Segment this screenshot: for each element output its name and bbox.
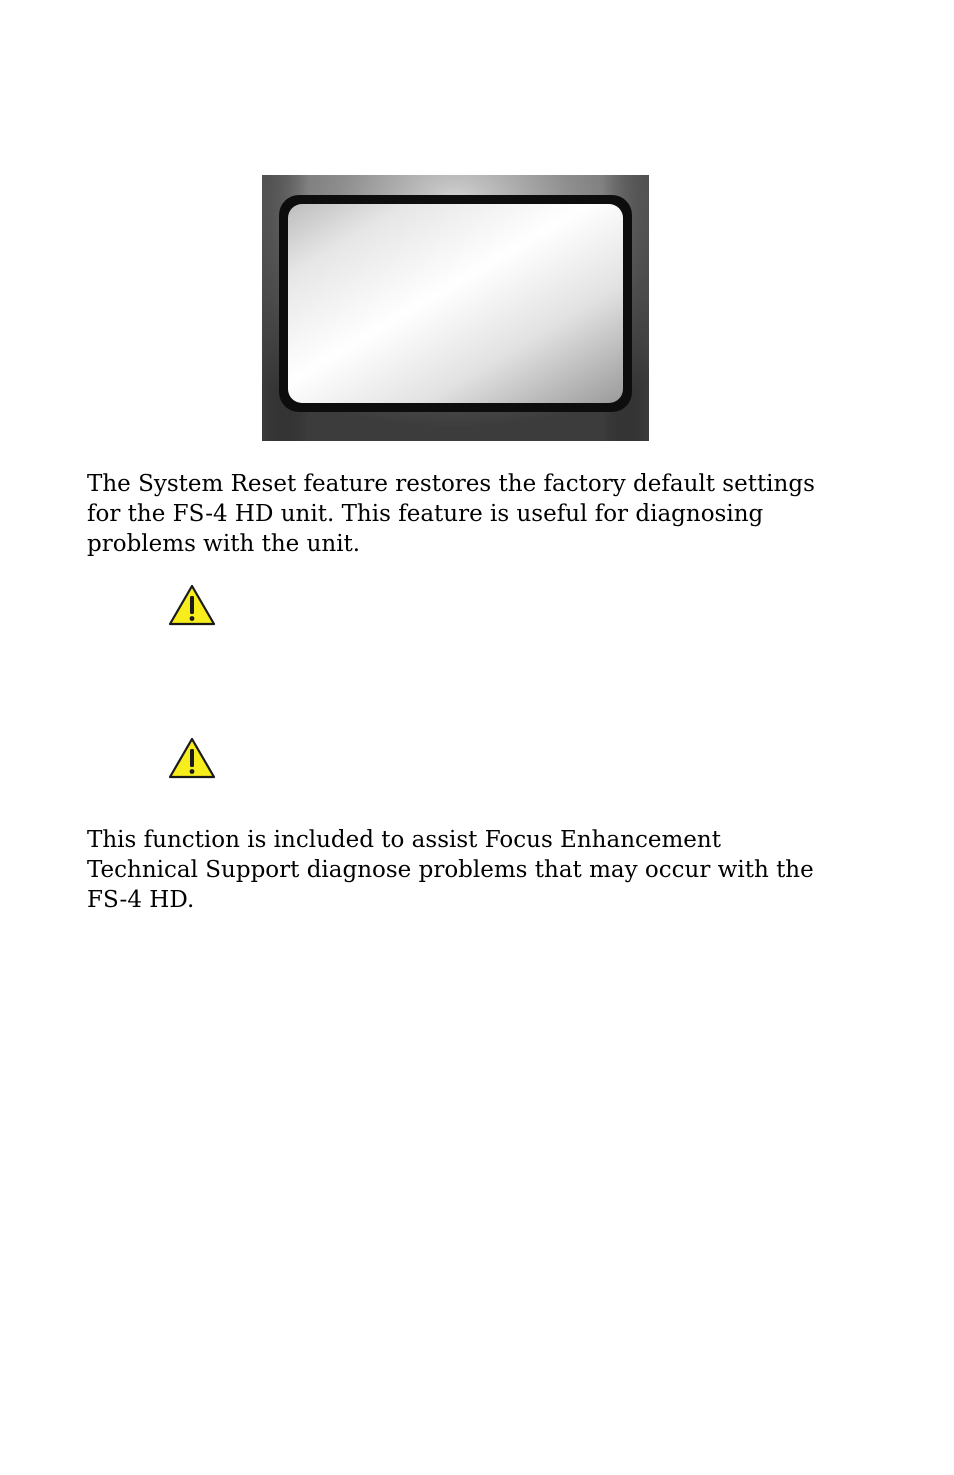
display-screen-illustration	[262, 175, 649, 441]
screen-surface	[288, 204, 623, 403]
technical-support-note: This function is included to assist Focus Enhancement Technical Support diagnose problems that may occur with the FS-4 HD.	[87, 827, 814, 913]
system-reset-description: The System Reset feature restores the factory default settings for the FS-4 HD unit. This feature is useful for diagnosing problems with the unit.	[87, 471, 815, 557]
warning-triangle-icon	[167, 583, 217, 627]
warning-triangle-icon	[167, 736, 217, 780]
